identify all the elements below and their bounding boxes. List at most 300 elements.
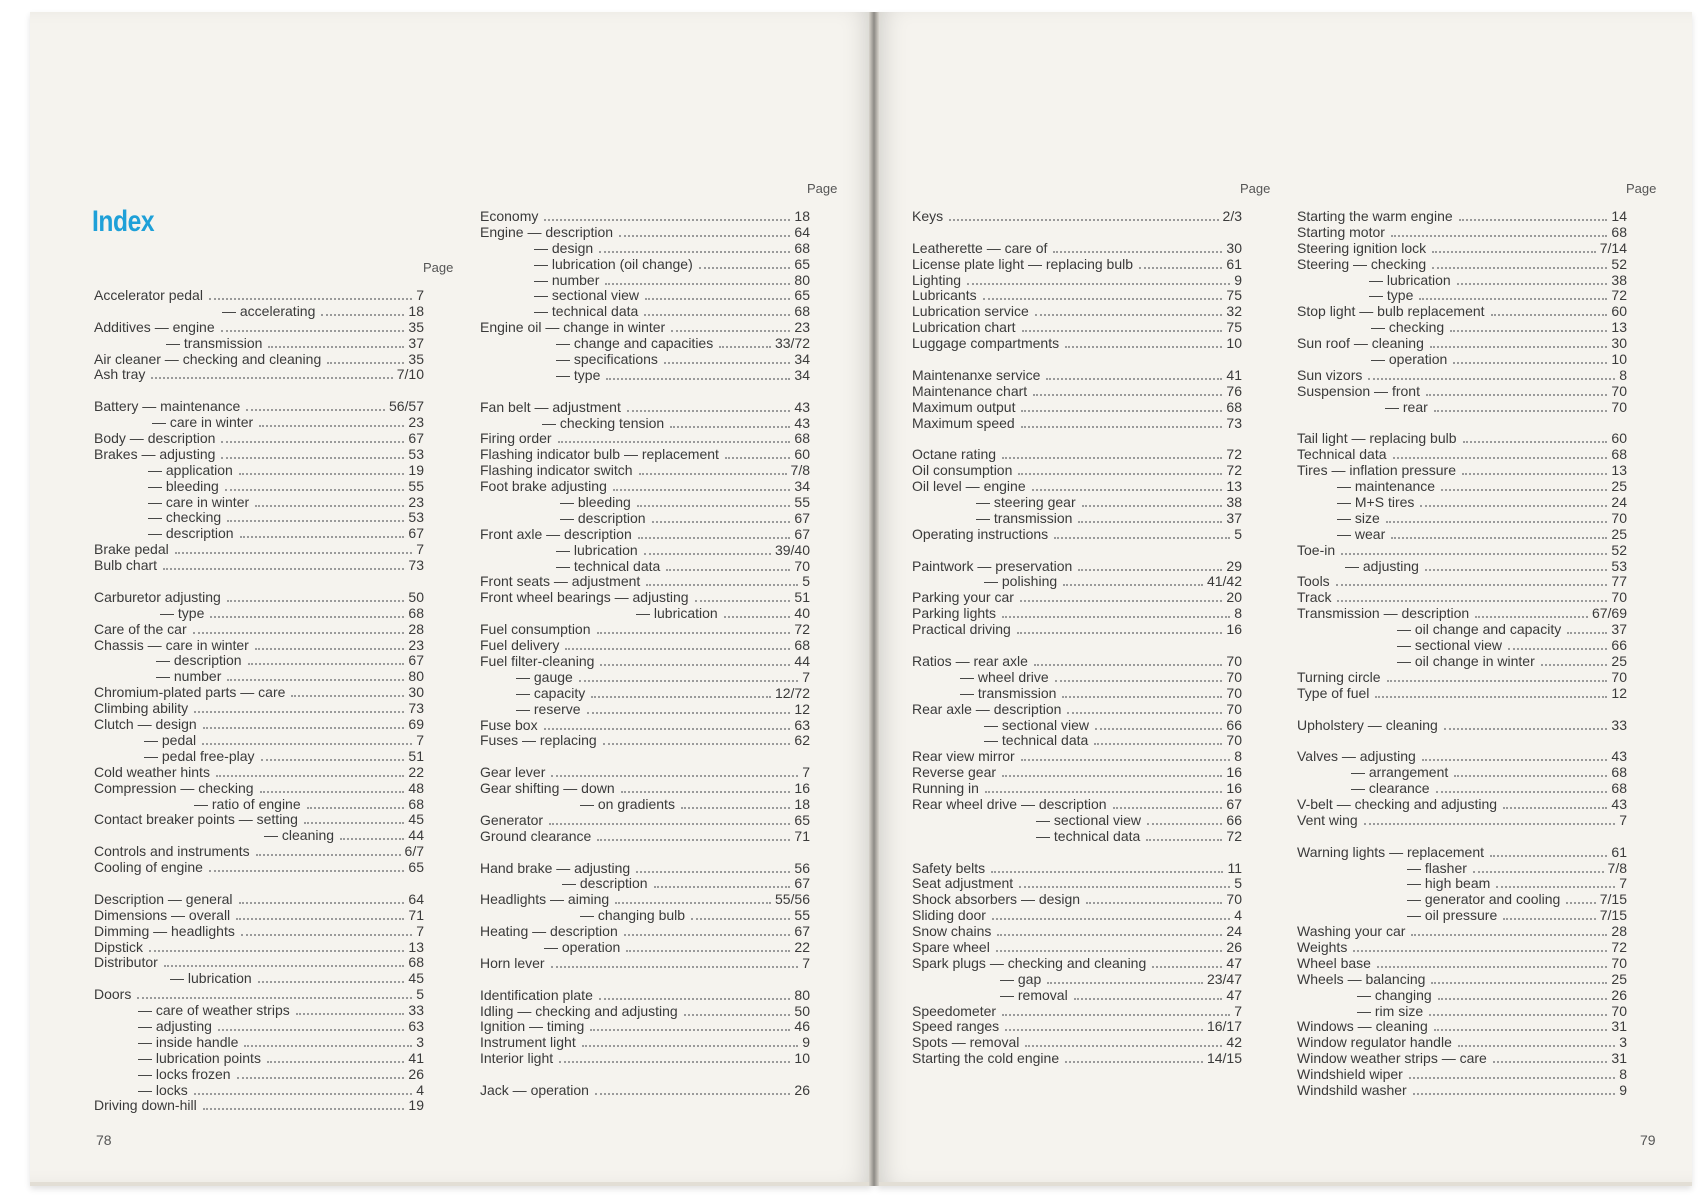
dot-leader [1018, 473, 1222, 475]
index-entry-text: — inside handle [138, 1033, 239, 1050]
dot-leader [151, 377, 392, 379]
index-entry-page: 51 [408, 747, 424, 764]
index-entry-page: 13 [408, 938, 424, 955]
index-entry [1297, 654, 1627, 670]
index-entry-text: — lubrication points [138, 1049, 261, 1066]
index-entry-page: 19 [408, 461, 424, 478]
index-entry [1297, 606, 1627, 622]
index-entry-text: — clearance [1351, 780, 1430, 797]
index-entry-page: 40 [794, 605, 810, 622]
index-entry [480, 400, 810, 416]
index-entry-text: — design [534, 239, 594, 256]
index-entry-text: — checking [148, 509, 222, 526]
index-entry [480, 431, 810, 447]
dot-leader [1508, 648, 1607, 650]
index-entry-text: Ignition — timing [480, 1018, 585, 1035]
index-entry [1297, 511, 1627, 527]
index-entry-page: 11 [1227, 859, 1242, 876]
index-entry-text: Description — general [94, 890, 233, 907]
index-entry-page: 22 [408, 763, 424, 780]
index-entry-text: Octane rating [912, 446, 997, 463]
index-entry-text: Cooling of engine [94, 859, 203, 876]
index-entry [480, 479, 810, 495]
index-entry [94, 1083, 424, 1099]
dot-leader [638, 537, 791, 539]
dot-leader [645, 298, 790, 300]
index-entry-text: Seat adjustment [912, 875, 1014, 892]
index-entry-text: Turning circle [1297, 668, 1381, 685]
index-entry [912, 1019, 1242, 1035]
index-entry-text: Flashing indicator bulb — replacement [480, 446, 719, 463]
dot-leader [1053, 251, 1222, 253]
index-entry [912, 463, 1242, 479]
index-entry [480, 368, 810, 384]
dot-leader [1566, 902, 1595, 904]
index-entry-page: 28 [1611, 923, 1627, 940]
index-entry-page: 25 [1611, 478, 1627, 495]
index-entry [912, 273, 1242, 289]
index-entry-text: Sliding door [912, 907, 986, 924]
index-entry-page: 7 [802, 668, 810, 685]
index-entry-text: Maintenanxe service [912, 366, 1041, 383]
index-entry [480, 733, 810, 749]
index-entry-text: Distributor [94, 954, 158, 971]
index-spacer [1297, 416, 1627, 432]
index-spacer [912, 638, 1242, 654]
dot-leader [1431, 982, 1607, 984]
dot-leader [615, 902, 771, 904]
index-entry [912, 368, 1242, 384]
index-entry-text: — lubrication (oil change) [534, 255, 693, 272]
index-entry [94, 320, 424, 336]
index-entry [94, 812, 424, 828]
index-entry-text: Steering ignition lock [1297, 239, 1427, 256]
index-column-3 [912, 209, 1242, 1067]
index-entry-page: 70 [794, 557, 810, 574]
index-entry-text: Reverse gear [912, 764, 997, 781]
index-entry [94, 749, 424, 765]
index-spacer [912, 543, 1242, 559]
dot-leader [1491, 314, 1608, 316]
index-entry-page: 70 [1226, 732, 1242, 749]
index-entry-page: 53 [408, 445, 424, 462]
index-entry [480, 606, 810, 622]
dot-leader [221, 330, 405, 332]
index-entry [94, 653, 424, 669]
index-entry-page: 2/3 [1222, 208, 1242, 224]
index-entry-page: 71 [794, 827, 810, 844]
index-entry-page: 34 [794, 366, 810, 383]
index-entry-page: 70 [1226, 652, 1242, 669]
index-entry [912, 908, 1242, 924]
index-entry-page: 72 [794, 621, 810, 638]
index-entry-text: Windows — cleaning [1297, 1018, 1428, 1035]
dot-leader [949, 219, 1218, 221]
dot-leader [1065, 1061, 1203, 1063]
index-entry-page: 38 [1226, 494, 1242, 511]
index-entry-text: Engine — description [480, 223, 614, 240]
dot-leader [210, 616, 404, 618]
index-entry-text: Contact breaker points — setting [94, 811, 298, 828]
index-entry [480, 622, 810, 638]
dot-leader [1353, 950, 1607, 952]
dot-leader [225, 489, 405, 491]
dot-leader [695, 600, 791, 602]
index-entry-page: 14/15 [1206, 1050, 1242, 1067]
index-entry [912, 749, 1242, 765]
index-entry [480, 892, 810, 908]
index-entry-page: 7/8 [1607, 859, 1627, 876]
index-entry-page: 7/14 [1599, 239, 1627, 256]
index-entry-page: 31 [1611, 1050, 1627, 1067]
index-entry [1297, 670, 1627, 686]
index-entry [480, 320, 810, 336]
index-entry [1297, 241, 1627, 257]
index-entry [912, 304, 1242, 320]
index-entry-page: 7 [1234, 1002, 1242, 1019]
index-entry [480, 718, 810, 734]
index-entry-page: 26 [408, 1065, 424, 1082]
index-entry-text: — generator and cooling [1407, 891, 1561, 908]
index-entry-text: Cold weather hints [94, 763, 210, 780]
index-entry-text: Steering — checking [1297, 255, 1427, 272]
index-entry-text: — description [560, 509, 646, 526]
index-entry [912, 574, 1242, 590]
dot-leader [163, 568, 404, 570]
index-entry-page: 68 [794, 303, 810, 320]
index-entry-text: — changing [1357, 986, 1432, 1003]
index-entry-text: Technical data [1297, 446, 1387, 463]
index-entry-page: 65 [794, 811, 810, 828]
index-entry [480, 956, 810, 972]
index-entry [480, 590, 810, 606]
index-entry-text: Brake pedal [94, 541, 169, 558]
index-entry-text: Starting the warm engine [1297, 208, 1453, 224]
dot-leader [719, 346, 771, 348]
index-entry-text: — adjusting [138, 1017, 212, 1034]
index-entry [912, 1004, 1242, 1020]
index-spacer [912, 225, 1242, 241]
index-entry [480, 829, 810, 845]
dot-leader [1364, 823, 1615, 825]
dot-leader [599, 251, 790, 253]
dot-leader [1113, 807, 1223, 809]
dot-leader [595, 1093, 790, 1095]
index-entry-page: 61 [1611, 843, 1627, 860]
dot-leader [193, 632, 405, 634]
index-entry-text: Window weather strips — care [1297, 1050, 1487, 1067]
index-entry-page: 69 [408, 716, 424, 733]
index-entry-text: — technical data [556, 557, 661, 574]
index-entry [94, 1067, 424, 1083]
index-entry-text: — transmission [960, 684, 1057, 701]
dot-leader [691, 918, 790, 920]
index-entry-text: — operation [1371, 351, 1448, 368]
index-entry-text: Lighting [912, 271, 962, 288]
index-entry [912, 829, 1242, 845]
dot-leader [1002, 1014, 1230, 1016]
index-entry-page: 67 [408, 525, 424, 542]
index-entry-text: Starting motor [1297, 223, 1385, 240]
index-entry-page: 5 [1234, 875, 1242, 892]
index-entry [480, 543, 810, 559]
index-entry-page: 60 [1611, 303, 1627, 320]
index-entry-text: — cleaning [264, 827, 335, 844]
index-entry-text: Dimensions — overall [94, 906, 231, 923]
index-entry [94, 892, 424, 908]
index-entry [1297, 797, 1627, 813]
dot-leader [1430, 346, 1608, 348]
dot-leader [1021, 426, 1223, 428]
dot-leader [1503, 807, 1607, 809]
index-entry-page: 68 [1611, 446, 1627, 463]
index-entry-text: — technical data [534, 303, 639, 320]
index-entry-text: Interior light [480, 1050, 554, 1067]
index-entry [1297, 1083, 1627, 1099]
index-entry-text: — care in winter [148, 493, 250, 510]
index-entry-page: 18 [794, 795, 810, 812]
index-entry-page: 68 [1226, 398, 1242, 415]
index-entry-page: 7/15 [1599, 891, 1627, 908]
index-entry-text: Climbing ability [94, 700, 189, 717]
index-entry [912, 1051, 1242, 1067]
dot-leader [240, 536, 405, 538]
index-entry-text: Fuses — replacing [480, 732, 597, 749]
index-entry-page: 67 [408, 430, 424, 447]
index-entry [1297, 304, 1627, 320]
index-entry-page: 68 [1611, 764, 1627, 781]
index-entry [480, 876, 810, 892]
dot-leader [646, 584, 798, 586]
index-entry-page: 68 [408, 954, 424, 971]
index-entry-page: 12/72 [774, 684, 810, 701]
index-entry [1297, 845, 1627, 861]
index-entry [480, 861, 810, 877]
index-entry [1297, 924, 1627, 940]
dot-leader [559, 1061, 790, 1063]
index-entry-page: 80 [408, 668, 424, 685]
dot-leader [1503, 918, 1595, 920]
index-entry-text: — rear [1385, 398, 1428, 415]
index-entry [912, 781, 1242, 797]
index-entry-text: Controls and instruments [94, 843, 250, 860]
dot-leader [1005, 1029, 1203, 1031]
index-entry-page: 7/15 [1599, 907, 1627, 924]
index-entry [1297, 590, 1627, 606]
index-entry-text: Rear wheel drive — description [912, 795, 1107, 812]
index-entry-page: 65 [408, 859, 424, 876]
dot-leader [1074, 998, 1223, 1000]
index-entry [480, 463, 810, 479]
index-entry [1297, 956, 1627, 972]
index-entry-page: 8 [1234, 605, 1242, 622]
index-spacer [912, 431, 1242, 447]
index-entry-text: — oil pressure [1407, 907, 1498, 924]
dot-leader [1368, 378, 1615, 380]
dot-leader [590, 1029, 790, 1031]
index-entry-text: Spots — removal [912, 1034, 1020, 1051]
dot-leader [636, 871, 790, 873]
index-entry-text: Identification plate [480, 986, 593, 1003]
index-entry-text: — operation [544, 938, 621, 955]
dot-leader [1490, 855, 1607, 857]
index-entry-text: — reserve [516, 700, 581, 717]
index-entry-text: Paintwork — preservation [912, 557, 1073, 574]
index-entry [1297, 781, 1627, 797]
index-entry [94, 1003, 424, 1019]
index-entry-page: 5 [1234, 525, 1242, 542]
index-entry-page: 53 [1611, 557, 1627, 574]
index-entry [1297, 876, 1627, 892]
index-entry [1297, 431, 1627, 447]
dot-leader [1458, 1045, 1615, 1047]
dot-leader [1019, 886, 1230, 888]
index-entry-text: Body — description [94, 430, 216, 447]
index-entry-text: Fuel delivery [480, 637, 560, 654]
index-entry-text: Tail light — replacing bulb [1297, 430, 1457, 447]
index-entry [94, 415, 424, 431]
index-entry-page: 67 [1226, 795, 1242, 812]
dot-leader [296, 1013, 405, 1015]
index-entry-text: Luggage compartments [912, 335, 1060, 352]
index-entry-text: Chassis — care in winter [94, 636, 249, 653]
index-entry-page: 68 [1611, 780, 1627, 797]
index-entry-page: 65 [794, 287, 810, 304]
dot-leader [221, 457, 404, 459]
dot-leader [1454, 775, 1607, 777]
dot-leader [203, 1108, 405, 1110]
index-entry [1297, 638, 1627, 654]
dot-leader [1034, 664, 1222, 666]
dot-leader [1025, 1045, 1222, 1047]
index-entry [912, 972, 1242, 988]
index-entry-page: 12 [1611, 684, 1627, 701]
dot-leader [1046, 378, 1222, 380]
dot-leader [1444, 728, 1608, 730]
index-entry [94, 971, 424, 987]
dot-leader [1139, 267, 1222, 269]
dot-leader [1409, 1077, 1615, 1079]
index-entry-page: 7 [416, 541, 424, 558]
index-entry [1297, 972, 1627, 988]
dot-leader [227, 600, 405, 602]
index-entry [94, 860, 424, 876]
index-entry-page: 66 [1226, 716, 1242, 733]
index-title: Index [92, 205, 155, 238]
dot-leader [194, 1093, 412, 1095]
index-entry-page: 23 [408, 414, 424, 431]
dot-leader [1434, 1029, 1608, 1031]
index-entry-page: 35 [408, 318, 424, 335]
index-entry [480, 1004, 810, 1020]
index-entry [1297, 527, 1627, 543]
index-entry-page: 80 [794, 271, 810, 288]
index-entry [94, 526, 424, 542]
dot-leader [1432, 251, 1596, 253]
index-entry-page: 16 [1226, 780, 1242, 797]
index-entry-page: 25 [1611, 970, 1627, 987]
index-entry-page: 70 [1226, 700, 1242, 717]
dot-leader [304, 822, 405, 824]
index-entry-page: 34 [794, 351, 810, 368]
dot-leader [340, 838, 404, 840]
dot-leader [227, 520, 404, 522]
index-entry-page: 28 [408, 620, 424, 637]
index-entry-page: 60 [1611, 430, 1627, 447]
index-entry [912, 733, 1242, 749]
index-entry [912, 527, 1242, 543]
dot-leader [1337, 600, 1607, 602]
index-entry-page: 23/47 [1206, 970, 1242, 987]
index-entry-page: 26 [794, 1081, 810, 1098]
index-column-4 [1297, 209, 1627, 1099]
dot-leader [991, 871, 1223, 873]
index-entry-text: — bleeding [148, 477, 219, 494]
index-entry-page: 70 [1611, 1002, 1627, 1019]
index-entry-page: 22 [794, 938, 810, 955]
index-entry [94, 367, 424, 383]
index-entry [912, 718, 1242, 734]
index-entry [912, 670, 1242, 686]
index-entry [1297, 495, 1627, 511]
dot-leader [216, 775, 404, 777]
index-entry [480, 527, 810, 543]
index-spacer [94, 383, 424, 399]
index-entry-page: 55/56 [774, 891, 810, 908]
index-entry-page: 33 [1611, 716, 1627, 733]
dot-leader [1035, 314, 1223, 316]
index-entry-page: 55 [408, 477, 424, 494]
index-entry-text: Lubricants [912, 287, 977, 304]
index-entry-text: — removal [1000, 986, 1068, 1003]
index-entry-page: 68 [794, 430, 810, 447]
dot-leader [209, 870, 404, 872]
index-entry-text: Starting the cold engine [912, 1050, 1060, 1067]
index-entry [480, 1035, 810, 1051]
index-entry-page: 8 [1234, 748, 1242, 765]
index-entry [94, 558, 424, 574]
index-entry [94, 510, 424, 526]
index-column-1 [94, 288, 424, 1114]
index-entry-page: 12 [794, 700, 810, 717]
index-entry [912, 400, 1242, 416]
index-entry [1297, 765, 1627, 781]
dot-leader [1496, 886, 1615, 888]
index-entry-page: 8 [1619, 366, 1627, 383]
index-entry [912, 956, 1242, 972]
index-entry-text: Lubrication service [912, 303, 1029, 320]
index-entry-text: — locks frozen [138, 1065, 231, 1082]
index-entry-page: 72 [1226, 446, 1242, 463]
dot-leader [1033, 394, 1222, 396]
index-entry-page: 68 [408, 604, 424, 621]
index-entry-page: 52 [1611, 255, 1627, 272]
index-entry [1297, 1051, 1627, 1067]
dot-leader [1152, 966, 1222, 968]
index-entry-text: Toe-in [1297, 541, 1336, 558]
dot-leader [637, 505, 791, 507]
index-entry [912, 892, 1242, 908]
index-entry [912, 479, 1242, 495]
index-entry-text: Stop light — bulb replacement [1297, 303, 1485, 320]
index-entry-page: 25 [1611, 525, 1627, 542]
index-entry-text: — pedal free-play [144, 747, 255, 764]
index-entry-text: Spare wheel [912, 938, 990, 955]
dot-leader [644, 314, 790, 316]
index-entry-page: 72 [1226, 462, 1242, 479]
index-entry-text: — oil change in winter [1397, 652, 1535, 669]
index-spacer [1297, 733, 1627, 749]
